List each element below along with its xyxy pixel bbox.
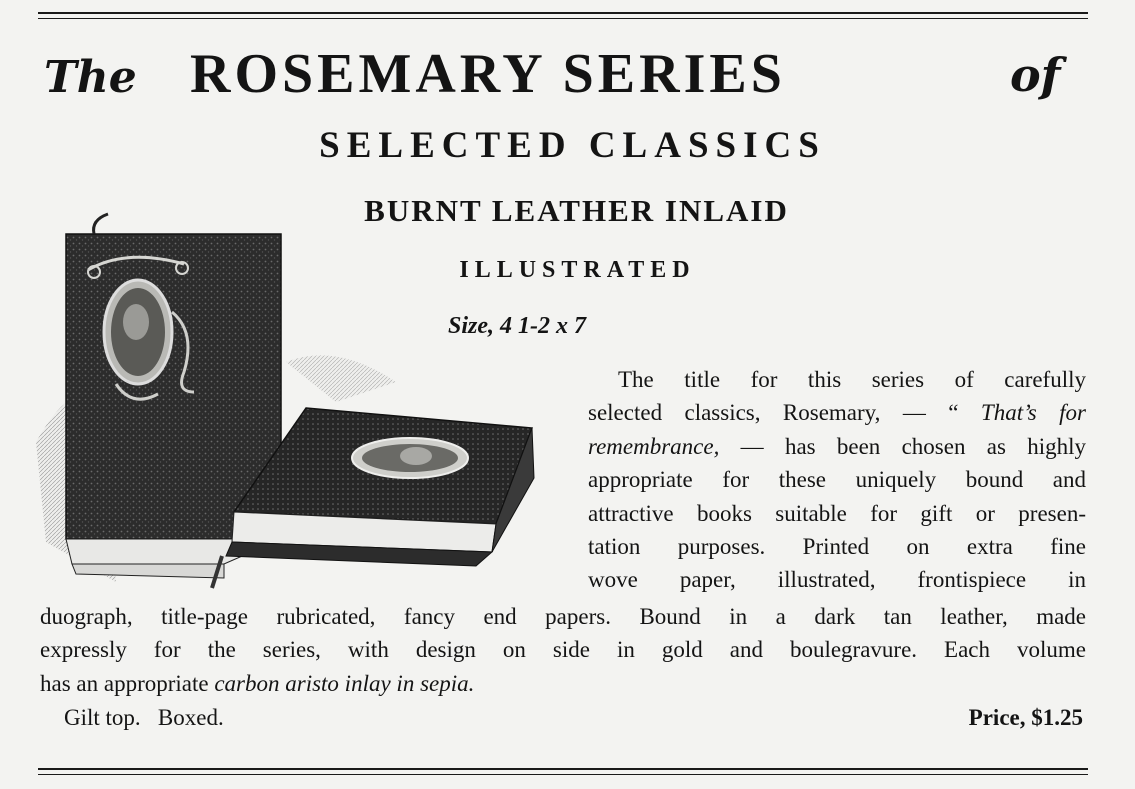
body-line: tation purposes. Printed on extra fine [588, 534, 1086, 560]
title-main: ROSEMARY SERIES [190, 43, 786, 105]
bottom-rule-thin [38, 774, 1088, 775]
description-right-column [588, 363, 1086, 597]
italic-remembrance: remembrance, [588, 433, 720, 459]
gilt-boxed-note [64, 705, 224, 731]
books-illustration [36, 212, 546, 592]
top-rule-thin [38, 18, 1088, 19]
top-rule [38, 12, 1088, 14]
subtitle-illustrated: ILLUSTRATED [459, 257, 696, 283]
body-line: duograph, title-page rubricated, fancy end papers. Bound in a dark tan leather, made [40, 604, 1086, 629]
subtitle-selected-classics: SELECTED CLASSICS [319, 125, 826, 166]
subtitle-burnt-leather: BURNT LEATHER INLAID [364, 193, 789, 228]
price: Price, $1.25 [968, 705, 1083, 730]
bottom-rule [38, 768, 1088, 770]
size-line: Size, 4 1-2 x 7 [448, 313, 586, 339]
body-line: wove paper, illustrated, frontispiece in [588, 567, 1086, 593]
page-title [42, 42, 1092, 112]
italic-inlay: carbon aristo inlay in sepia. [214, 670, 475, 696]
books-engraving [36, 212, 546, 592]
title-the: The [44, 52, 137, 103]
title-of: of [1010, 48, 1061, 102]
body-line: appropriate for these uniquely bound and [588, 467, 1086, 493]
body-line: attractive books suitable for gift or presen- [588, 500, 1086, 526]
body-line-quote: selected classics, Rosemary, — “ That’s for [588, 400, 1086, 426]
description-full-width [40, 600, 1086, 700]
body-line: expressly for the series, with design on side in gold and boulegravure. Each volume [40, 637, 1086, 663]
body-line-last: has an appropriate carbon aristo inlay in sepia. [40, 670, 475, 696]
body-line: The title for this series of carefully [618, 367, 1086, 392]
boxed: Boxed. [157, 705, 224, 730]
gilt-top: Gilt top. [64, 705, 141, 730]
italic-quote: That’s for [980, 400, 1086, 426]
body-line: remembrance, — has been chosen as highly [588, 433, 1086, 459]
